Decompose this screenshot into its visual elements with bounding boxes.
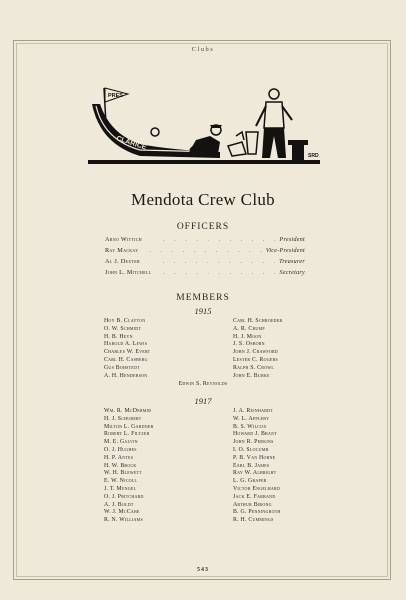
- member-name: Lester C. Rogers: [233, 356, 278, 363]
- member-name: J. A. Reinhardt: [233, 408, 273, 414]
- member-name: Hoy B. Clayton: [104, 318, 146, 324]
- page-number: 543: [197, 567, 209, 573]
- members-1915-left: [104, 318, 233, 380]
- members-1917: [104, 408, 344, 525]
- officer-row: Al J. Dexter . . . . . . . . . . . Treasurer: [105, 258, 305, 265]
- member-name: I. O. Slocumb: [233, 446, 269, 453]
- member-name: Charles W. Evert: [104, 349, 151, 356]
- member-name: Victor Engelhard: [233, 485, 281, 492]
- member-name: H. B. Heyn: [104, 333, 133, 340]
- member-name: H. J. Schubert: [104, 415, 142, 422]
- member-name: Howard J. Brant: [233, 431, 277, 438]
- member-name: J. S. Osborn: [233, 341, 265, 348]
- members-1917-right: [233, 408, 344, 525]
- member-name: Robert L. Filtzer: [104, 431, 150, 438]
- members-1915-right: [233, 318, 344, 380]
- member-name: A. H. Henderson: [104, 372, 148, 379]
- member-name: Wm. R. McDermid: [104, 408, 152, 414]
- member-name: J. T. Mengel: [104, 485, 137, 492]
- member-name: W. H. Blewett: [104, 470, 143, 477]
- member-name: Ralph S. Crowl: [233, 364, 275, 371]
- member-name: O. J. Pritchard: [104, 493, 144, 500]
- class-year-1917: 1917: [194, 396, 212, 406]
- member-name: W. J. McCabe: [104, 509, 140, 516]
- member-name: E. W. Nicoll: [104, 478, 138, 485]
- member-name: P. B. Van Horne: [233, 454, 276, 461]
- member-name-centered: Edwin S. Reynolds: [178, 381, 228, 387]
- member-name: Harold A. Lewis: [104, 341, 148, 348]
- member-name: Gus Bohstedt: [104, 364, 140, 371]
- member-name: John E. Burke: [233, 372, 270, 379]
- member-name: John J. Crawford: [233, 349, 279, 356]
- members-heading: MEMBERS: [176, 293, 230, 303]
- officer-row: Arno Wittich . . . . . . . . . . . President: [105, 236, 305, 243]
- member-name: Earl B. James: [233, 462, 270, 469]
- member-name: B. G. Penningroth: [233, 509, 281, 516]
- officer-row: Ray Mackay . . . . . . . . . . . Vice-President: [105, 247, 305, 254]
- member-name: H. W. Brock: [104, 462, 137, 469]
- member-name: R. N. Williams: [104, 517, 143, 524]
- members-1917-left: [104, 408, 233, 525]
- member-name: O. W. Schmidt: [104, 325, 142, 332]
- member-name: Ray W. Albright: [233, 470, 277, 477]
- artist-signature: SRD: [308, 153, 319, 159]
- boat-lettering: CLARICE: [115, 135, 148, 152]
- member-name: Arthur Birong: [233, 501, 272, 508]
- member-name: Carl H. Schroeder: [233, 318, 283, 324]
- member-name: Milton L. Gardner: [104, 423, 154, 430]
- member-name: R. H. Cummings: [233, 517, 274, 524]
- member-name: B. S. Wilcox: [233, 423, 267, 430]
- flag-lettering: PRES: [108, 93, 123, 99]
- running-head: Clubs: [191, 46, 215, 53]
- member-name: Jack E. Farrand: [233, 493, 276, 500]
- member-name: H. J. Moon: [233, 333, 262, 340]
- member-name: Carl H. Casberg: [104, 356, 148, 363]
- officers-heading: OFFICERS: [176, 222, 230, 232]
- member-name: H. P. Antes: [104, 454, 134, 461]
- member-name: L. G. Graper: [233, 478, 267, 485]
- member-name: A. R. Crump: [233, 325, 265, 332]
- member-name: W. L. Appleby: [233, 415, 270, 422]
- member-name: O. J. Hughes: [104, 446, 137, 453]
- members-1915: [104, 318, 344, 380]
- class-year-1915: 1915: [194, 306, 212, 316]
- member-name: A. J. Boldt: [104, 501, 134, 508]
- officer-row: John L. Mitchell . . . . . . . . . . . Secretary: [105, 269, 305, 276]
- member-name: M. E. Galvin: [104, 439, 138, 446]
- page-title: Mendota Crew Club: [131, 190, 275, 209]
- crew-illustration: [70, 84, 335, 176]
- officers-list: [105, 236, 305, 280]
- member-name: John R. Perkins: [233, 439, 274, 446]
